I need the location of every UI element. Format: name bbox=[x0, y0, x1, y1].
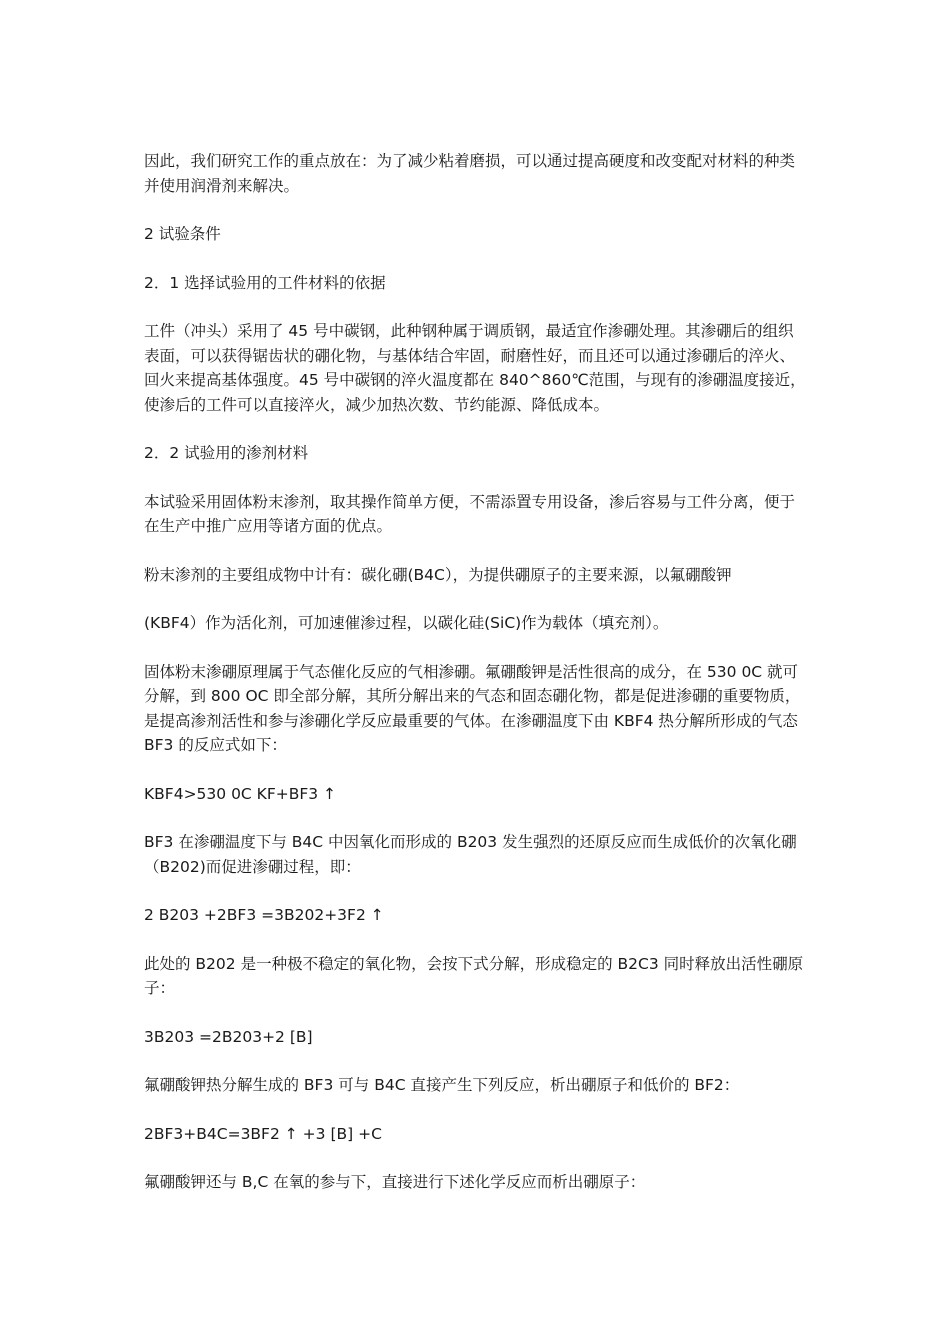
paragraph-activator: (KBF4）作为活化剂，可加速催渗过程，以碳化硅(SiC)作为载体（填充剂）。 bbox=[144, 614, 669, 632]
subsection-heading-workpiece-material: 2．1 选择试验用的工件材料的依据 bbox=[144, 273, 386, 292]
equation-b203-reaction: 2 B203 +2BF3 =3B202+3F2 ↑ bbox=[144, 906, 384, 924]
paragraph-boriding-principle: 固体粉末渗硼原理属于气态催化反应的气相渗硼。氟硼酸钾是活性很高的成分，在 530 0C 就可分解，到 800 OC 即全部分解，其所分解出来的气态和固态硼化物，都是促进渗硼的重要物质，是提高渗剂活性和参与渗硼化学反应最重要的气体。在渗硼温度下由 KBF4 热分解所形成的气态 BF3 的反应式如下： bbox=[144, 662, 801, 754]
paragraph-bf3-b4c-reaction: 氟硼酸钾热分解生成的 BF3 可与 B4C 直接产生下列反应，析出硼原子和低价的 BF2： bbox=[144, 1076, 740, 1094]
section-heading-test-conditions: 2 试验条件 bbox=[144, 225, 221, 243]
equation-boron-release: 3B203 =2B203+2 [B] bbox=[144, 1027, 313, 1046]
paragraph-workpiece-material: 工件（冲头）采用了 45 号中碳钢，此种钢种属于调质钢，最适宜作渗硼处理。其渗硼后的组织表面，可以获得锯齿状的硼化物，与基体结合牢固，耐磨性好，而且还可以通过渗硼后的淬火、回火来提高基体强度。45 号中碳钢的淬火温度都在 840^860℃范围，与现有的渗硼温度接近，使渗后的工件可以直接淬火，减少加热次数、节约能源、降低成本。 bbox=[144, 322, 806, 414]
paragraph-intro: 因此，我们研究工作的重点放在：为了减少粘着磨损，可以通过提高硬度和改变配对材料的种类并使用润滑剂来解决。 bbox=[144, 152, 796, 195]
equation-bf3-b4c: 2BF3+B4C=3BF2 ↑ +3 [B] +C bbox=[144, 1124, 382, 1143]
subsection-heading-boriding-agent: 2．2 试验用的渗剂材料 bbox=[144, 444, 309, 462]
paragraph-b202-decomposition: 此处的 B202 是一种极不稳定的氧化物，会按下式分解，形成稳定的 B2C3 同时释放出活性硼原子： bbox=[144, 954, 804, 997]
equation-kbf4-decomposition: KBF4>530 0C KF+BF3 ↑ bbox=[144, 784, 337, 803]
paragraph-powder-agent: 本试验采用固体粉末渗剂，取其操作简单方便，不需添置专用设备，渗后容易与工件分离，便于在生产中推广应用等诸方面的优点。 bbox=[144, 492, 796, 535]
document-body bbox=[144, 149, 809, 1219]
paragraph-oxygen-reaction: 氟硼酸钾还与 B,C 在氧的参与下，直接进行下述化学反应而析出硼原子： bbox=[144, 1173, 646, 1191]
paragraph-agent-composition: 粉末渗剂的主要组成物中计有：碳化硼(B4C），为提供硼原子的主要来源，以氟硼酸钾 bbox=[144, 565, 732, 584]
paragraph-bf3-reduction: BF3 在渗硼温度下与 B4C 中因氧化而形成的 B203 发生强烈的还原反应而生成低价的次氧化硼（B202)而促进渗硼过程，即： bbox=[144, 833, 797, 876]
